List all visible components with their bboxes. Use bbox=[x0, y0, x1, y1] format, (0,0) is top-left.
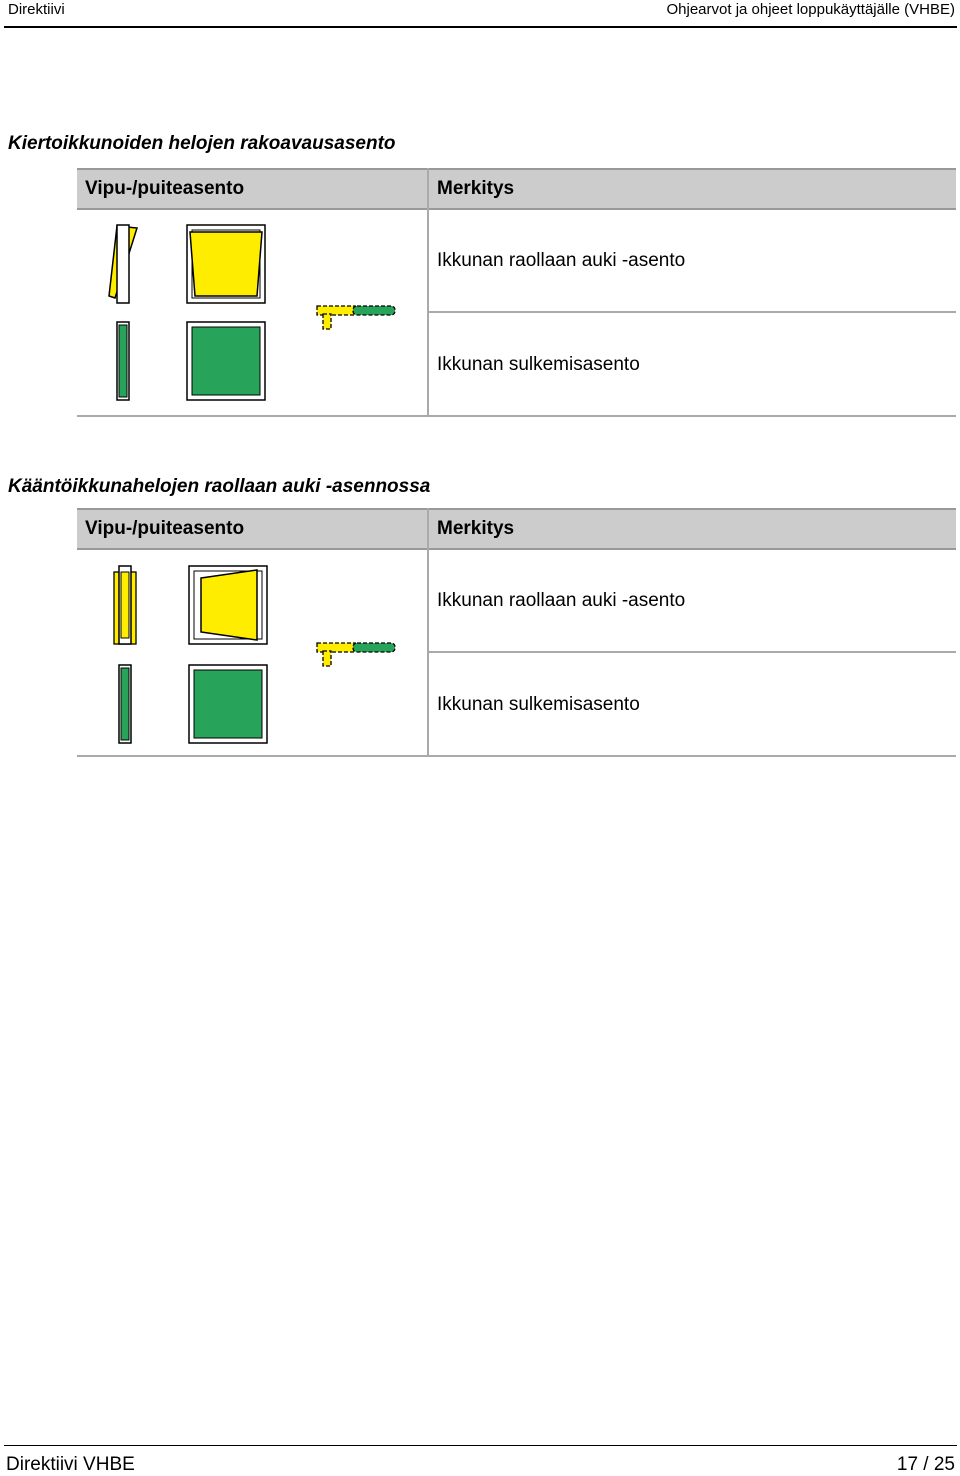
header-doc-type: Direktiivi bbox=[8, 1, 65, 18]
table-body bbox=[77, 210, 956, 417]
column-header-position: Vipu-/puiteasento bbox=[85, 518, 245, 539]
meaning-closed: Ikkunan sulkemisasento bbox=[437, 354, 640, 375]
front-view-closed-icon bbox=[189, 665, 267, 743]
footer-doc-name: Direktiivi VHBE bbox=[6, 1454, 135, 1475]
page-footer bbox=[4, 1445, 957, 1473]
front-view-closed-icon bbox=[187, 322, 265, 400]
tilt-turn-position-figure bbox=[77, 210, 417, 415]
handle-icon bbox=[317, 643, 395, 666]
column-header-meaning: Merkitys bbox=[437, 178, 515, 199]
table-header bbox=[77, 168, 956, 210]
row-divider bbox=[429, 651, 956, 653]
side-view-turn-icon bbox=[114, 566, 136, 644]
table-turn bbox=[77, 508, 956, 759]
table-body bbox=[77, 550, 956, 757]
column-header-meaning: Merkitys bbox=[437, 518, 515, 539]
meaning-closed: Ikkunan sulkemisasento bbox=[437, 694, 640, 715]
column-header-position: Vipu-/puiteasento bbox=[85, 178, 245, 199]
section-title-tilt-turn: Kiertoikkunoiden helojen rakoavausasento bbox=[8, 133, 396, 154]
page-header bbox=[4, 0, 957, 28]
front-view-turn-icon bbox=[189, 566, 267, 644]
row-divider bbox=[429, 311, 956, 313]
turn-position-figure bbox=[77, 550, 417, 755]
table-header bbox=[77, 508, 956, 550]
side-view-tilt-icon bbox=[109, 225, 137, 303]
meaning-turn-open: Ikkunan raollaan auki -asento bbox=[437, 590, 686, 611]
side-view-closed-icon bbox=[117, 322, 129, 400]
meaning-tilt-open: Ikkunan raollaan auki -asento bbox=[437, 250, 686, 271]
front-view-tilt-icon bbox=[187, 225, 265, 303]
header-doc-title: Ohjearvot ja ohjeet loppukäyttäjälle (VHBE) bbox=[666, 1, 955, 18]
handle-icon bbox=[317, 306, 395, 329]
table-tilt-turn bbox=[77, 168, 956, 419]
side-view-closed-icon bbox=[119, 665, 131, 743]
section-title-turn: Kääntöikkunahelojen raollaan auki -asennossa bbox=[8, 476, 431, 497]
page-number: 17 / 25 bbox=[896, 1454, 955, 1475]
